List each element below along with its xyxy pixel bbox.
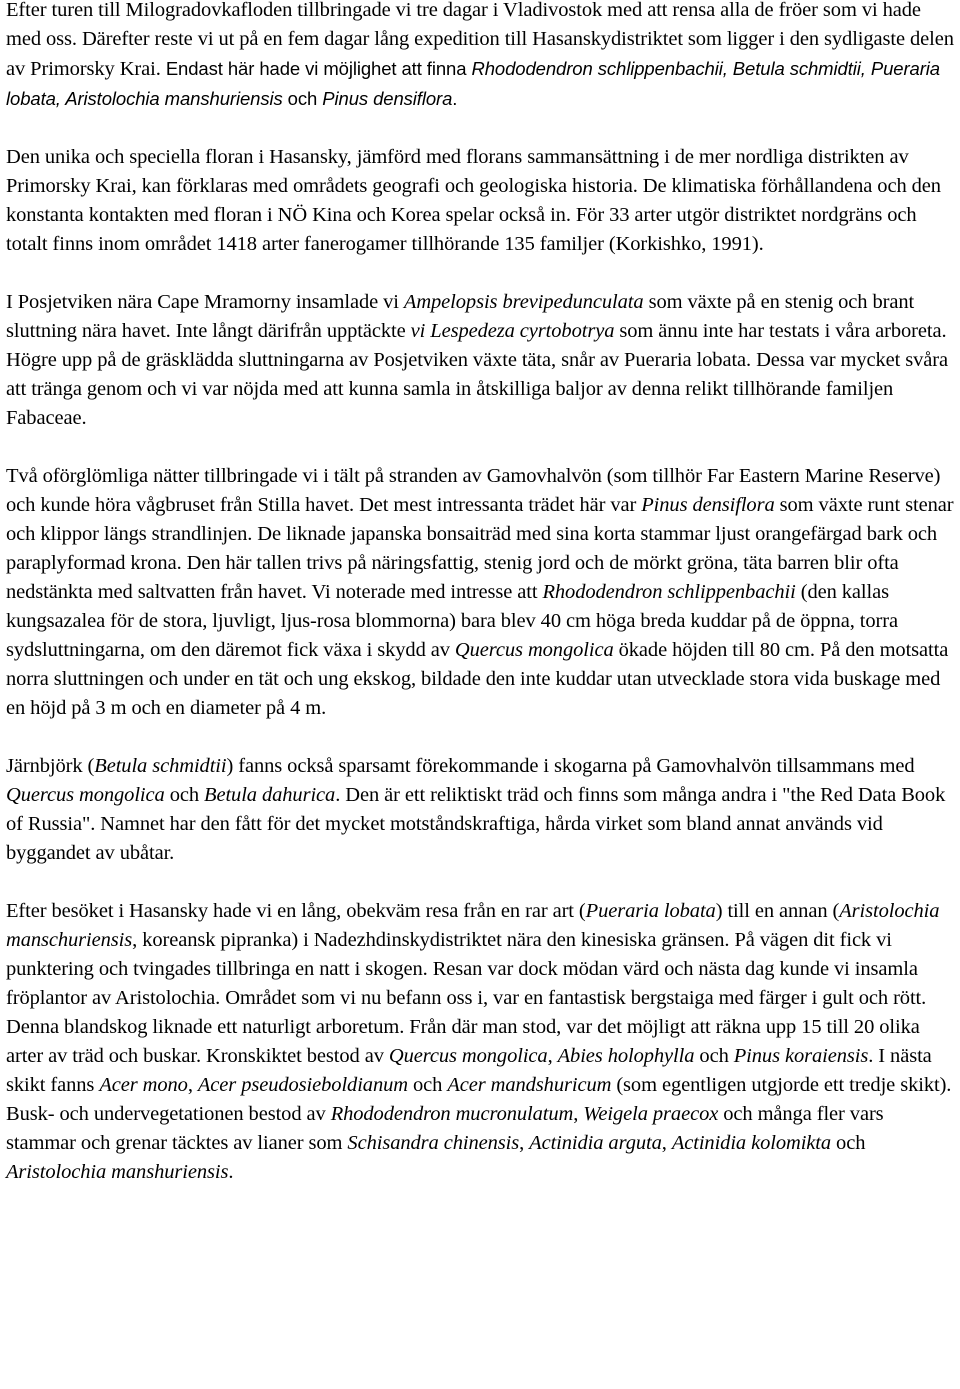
text-segment: Järnbjörk ( — [6, 755, 95, 777]
text-segment: . I nästa skikt fanns — [6, 1045, 932, 1096]
text-segment: . — [228, 1161, 234, 1183]
text-segment: Weigela praecox — [583, 1103, 719, 1125]
text-segment: . Den är ett reliktiskt träd och finns som många andra i "the Red Data Book of Russia". Namnet har den fått för det mycket motståndskraftiga, hårda virket som bland annat används vid byggandet av ubåtar. — [6, 784, 946, 864]
text-segment: Quercus mongolica — [6, 784, 165, 806]
text-segment: Quercus mongolica — [388, 1045, 548, 1067]
text-segment: Abies holophylla — [557, 1045, 695, 1067]
text-segment: Betula schmidtii — [94, 755, 227, 777]
text-segment: Pinus densiflora — [641, 494, 775, 516]
text-segment: , — [661, 1132, 672, 1154]
text-segment: Aristolochia manshuriensis — [6, 1161, 229, 1183]
text-segment: , — [519, 1132, 530, 1154]
text-segment: ) fanns också sparsamt förekommande i skogarna på Gamovhalvön tillsammans med — [226, 755, 915, 777]
text-segment: och — [282, 88, 323, 109]
text-segment: . — [452, 88, 458, 109]
text-segment: Rhododendron schlippenbachii, Betula schmidtii, Pueraria lobata, Aristolochia manshuriensis — [6, 58, 940, 109]
text-segment: Betula dahurica — [204, 784, 336, 806]
text-segment: och — [407, 1074, 448, 1096]
text-segment: (den kallas kungsazalea för de stora, ljuvligt, ljus-rosa blommorna) bara blev 40 cm höga breda kuddar på de öppna, torra sydsluttningarna, om den däremot fick växa i skydd av — [6, 581, 898, 661]
text-segment: Actinidia arguta — [529, 1132, 662, 1154]
text-segment: Pinus koraiensis — [733, 1045, 869, 1067]
text-segment: ) till en annan ( — [715, 900, 840, 922]
text-segment: och — [831, 1132, 866, 1154]
text-segment: Rhododendron schlippenbachii — [542, 581, 796, 603]
text-segment: Rhododendron mucronulatum — [330, 1103, 574, 1125]
text-segment: , — [573, 1103, 584, 1125]
paragraph-4 — [6, 462, 956, 723]
text-segment: Efter turen till Milogradovkafloden tillbringade vi tre dagar i Vladivostok med att rensa alla de fröer som vi hade med oss. Därefter reste vi ut på en fem dagar lång expedition till Hasanskydistriktet som ligger i den sydligaste delen av Primorsky Krai. — [6, 0, 954, 80]
paragraph-2 — [6, 143, 956, 259]
text-segment: Efter besöket i Hasansky hade vi en lång, obekväm resa från en rar art ( — [6, 900, 586, 922]
text-segment: Acer mono — [99, 1074, 188, 1096]
text-segment: (som egentligen utgjorde ett tredje skikt). Busk- och undervegetationen bestod av — [6, 1074, 952, 1125]
text-segment: ökade höjden till 80 cm. På den motsatta norra sluttningen och under en tät och ung ekskog, bildade den inte kuddar utan utvecklade stora vida buskage med en höjd på 3 m och en diameter på 4 m. — [6, 639, 949, 719]
text-segment: Acer mandshuricum — [447, 1074, 612, 1096]
text-segment: Två oförglömliga nätter tillbringade vi i tält på stranden av Gamovhalvön (som tillhör Far Eastern Marine Reserve) och kunde höra vågbruset från Stilla havet. Det mest intressanta trädet här var — [6, 465, 941, 516]
text-segment: Schisandra chinensis — [347, 1132, 520, 1154]
text-segment: vi Lespedeza cyrtobotrya — [410, 320, 615, 342]
text-segment: och många fler vars stammar och grenar täcktes av lianer som — [6, 1103, 884, 1154]
text-segment: Aristolochia manschuriensis — [6, 900, 940, 951]
text-segment: som växte på en stenig och brant sluttning nära havet. Inte långt därifrån upptäckte — [6, 291, 915, 342]
text-segment: Den unika och speciella floran i Hasansky, jämförd med florans sammansättning i de mer nordliga distrikten av Primorsky Krai, kan förklaras med områdets geografi och geologiska historia. De klimatiska förhållandena och den konstanta kontakten med floran i NÖ Kina och Korea spelar också in. För 33 arter utgör distriktet nordgräns och totalt finns inom området 1418 arter fanerogamer tillhörande 135 familjer (Korkishko, 1991). — [6, 146, 941, 255]
text-segment: I Posjetviken nära Cape Mramorny insamlade vi — [6, 291, 404, 313]
text-segment: och — [164, 784, 205, 806]
text-segment: Pueraria lobata — [585, 900, 716, 922]
paragraph-6 — [6, 897, 956, 1187]
text-segment: Pinus densiflora — [322, 88, 453, 109]
text-segment: som växte runt stenar och klippor längs strandlinjen. De liknade japanska bonsaiträd med sina korta stammar ljust orangefärgad bark och paraplyformad krona. Den här tallen trivs på näringsfattig, stenig jord och de mörkt gröna, täta barren blir ofta nedstänkta med saltvatten från havet. Vi noterade med intresse att — [6, 494, 954, 603]
paragraph-1 — [6, 0, 956, 114]
text-segment: Acer pseudosieboldianum — [197, 1074, 408, 1096]
text-segment: Endast här hade vi möjlighet att finna — [165, 58, 472, 79]
text-segment: och — [694, 1045, 734, 1067]
text-segment: , — [547, 1045, 558, 1067]
text-segment: som ännu inte har testats i våra arboreta. Högre upp på de gräsklädda sluttningarna av Posjetviken växte täta, snår av Pueraria lobata. Dessa var mycket svåra att tränga genom och vi var nöjda med att kunna samla in åtskilliga baljor av denna relikt tillhörande familjen Fabaceae. — [6, 320, 948, 429]
text-segment: Quercus mongolica — [454, 639, 614, 661]
text-segment: , — [187, 1074, 198, 1096]
text-segment: , koreansk pipranka) i Nadezhdinskydistriktet nära den kinesiska gränsen. På vägen dit fick vi punktering och tvingades tillbringa en natt i skogen. Resan var dock mödan värd och nästa dag kunde vi insamla fröplantor av Aristolochia. Området som vi nu befann oss i, var en fantastisk bergstaiga med färger i gult och rött. Denna blandskog liknade ett naturligt arboretum. Från där man stod, var det möjligt att räkna upp 15 till 20 olika arter av träd och buskar. Kronskiktet bestod av — [6, 929, 927, 1067]
text-segment: Actinidia kolomikta — [671, 1132, 832, 1154]
text-segment: Ampelopsis brevipedunculata — [403, 291, 644, 313]
paragraph-3 — [6, 288, 956, 433]
paragraph-5 — [6, 752, 956, 868]
